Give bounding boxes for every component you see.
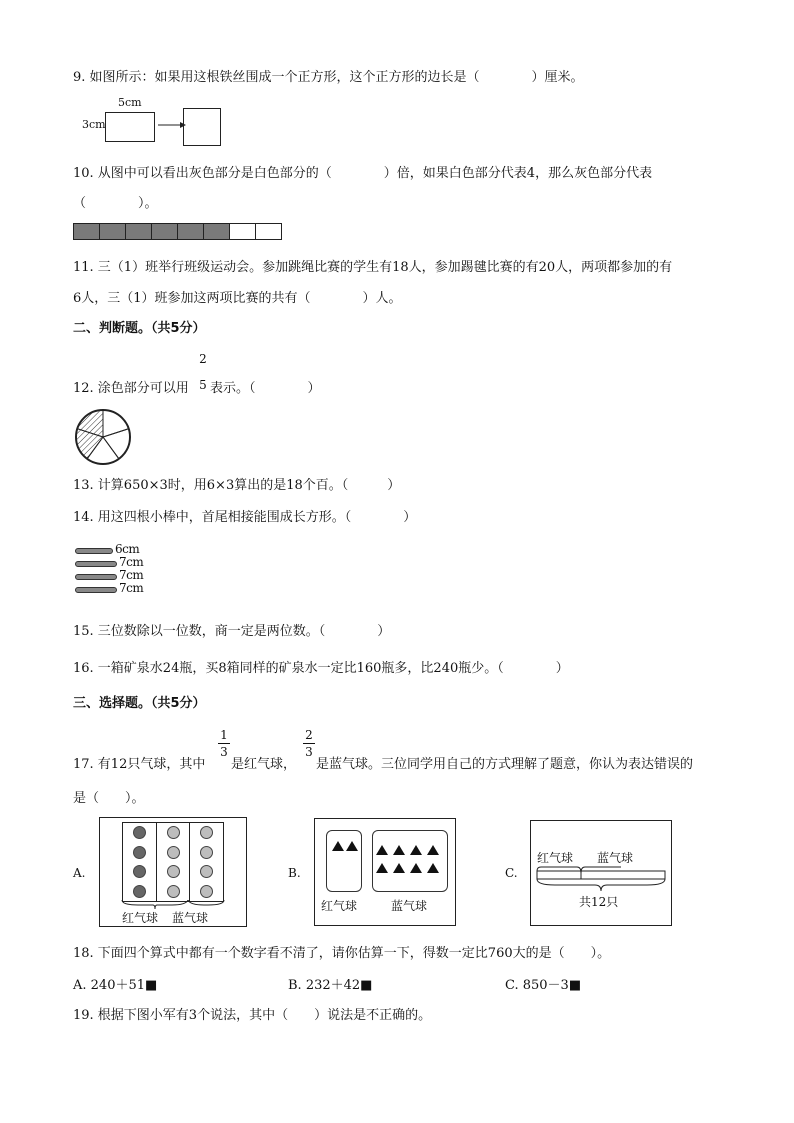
q14-text: 14. 用这四根小棒中，首尾相接能围成长方形。（ ） (73, 510, 417, 525)
q12-num: 2 (199, 352, 207, 366)
q10-strip (74, 223, 282, 239)
q15-text: 15. 三位数除以一位数，商一定是两位数。（ ） (73, 624, 391, 639)
stick-length-label: 7cm (119, 568, 144, 582)
red-balloon-label: 红气球 (321, 899, 358, 913)
q11-line1: 11. 三（1）班举行班级运动会。参加跳绳比赛的学生有18人，参加踢毽比赛的有20人，两项都参加的有 (73, 260, 673, 275)
gray-cell (177, 223, 204, 240)
section-choice-title: 三、选择题。（共5分） (73, 696, 206, 711)
q18-text: 18. 下面四个算式中都有一个数字看不清了，请你估算一下，得数一定比760大的是（ ）。 (73, 946, 611, 961)
q17-p1: 17. 有12只气球，其中 (73, 757, 206, 772)
q12-fraction (197, 352, 209, 392)
blue-group-box (372, 830, 448, 892)
balloon-dot (133, 826, 146, 839)
q18-option-a[interactable]: A. 240＋51■ (73, 978, 158, 993)
q10-line1: 10. 从图中可以看出灰色部分是白色部分的（ ）倍，如果白色部分代表4，那么灰色部分代表 (73, 166, 653, 181)
q16-text: 16. 一箱矿泉水24瓶，买8箱同样的矿泉水一定比160瓶多，比240瓶少。（ ） (73, 661, 569, 676)
q12-pie-figure (74, 408, 132, 466)
balloon-dot (200, 865, 213, 878)
q9-text: 9. 如图所示：如果用这根铁丝围成一个正方形，这个正方形的边长是（ ）厘米。 (73, 70, 584, 85)
triangle-icon (327, 831, 361, 861)
q9-height-label: 3cm (82, 118, 106, 131)
stick-length-label: 7cm (119, 555, 144, 569)
balloon-dot (167, 846, 180, 859)
q10-line2: （ ）。 (73, 196, 158, 211)
gray-cell (125, 223, 152, 240)
gray-cell (151, 223, 178, 240)
q13-text: 13. 计算650×3时，用6×3算出的是18个百。（ ） (73, 478, 401, 493)
blue-balloon-label: 蓝气球 (391, 899, 428, 913)
q12-den: 5 (199, 378, 207, 392)
q17-p3: 是蓝气球。三位同学用自己的方式理解了题意，你认为表达错误的 (316, 757, 694, 772)
white-cell (229, 223, 256, 240)
gray-cell (99, 223, 126, 240)
q17-f2-den: 3 (305, 745, 313, 759)
q17-fraction-2 (303, 728, 315, 759)
q12-post: 表示。（ ） (210, 381, 321, 396)
red-group-box (326, 830, 362, 892)
q17-f2-num: 2 (305, 728, 313, 742)
balloon-dot (200, 885, 213, 898)
red-balloon-label: 红气球 (122, 911, 159, 925)
ball-grid (122, 822, 224, 902)
total-label: 共12只 (579, 895, 619, 909)
q9-width-label: 5cm (118, 96, 142, 109)
balloon-dot (167, 885, 180, 898)
q17-option-b-figure (314, 818, 456, 926)
q17-option-c-label[interactable]: C. (505, 866, 518, 880)
q17-line2: 是（ ）。 (73, 791, 145, 806)
triangle-icon (373, 831, 447, 881)
balloon-dot (133, 885, 146, 898)
stick-length-label: 6cm (115, 542, 140, 556)
q9-rectangle (105, 112, 155, 142)
q17-option-a-figure (99, 817, 247, 927)
balloon-dot (167, 865, 180, 878)
q17-p2: 是红气球， (231, 757, 297, 772)
q9-figure (70, 96, 230, 151)
blue-balloon-label: 蓝气球 (597, 851, 634, 865)
section-judgment-title: 二、判断题。（共5分） (73, 321, 206, 336)
q11-line2: 6人，三（1）班参加这两项比赛的共有（ ）人。 (73, 291, 402, 306)
stick-length-label: 7cm (119, 581, 144, 595)
balloon-dot (167, 826, 180, 839)
balloon-dot (200, 846, 213, 859)
bar-diagram (535, 865, 667, 895)
q17-option-c-figure (530, 820, 672, 926)
q17-f1-den: 3 (220, 745, 228, 759)
blue-balloon-label: 蓝气球 (172, 911, 209, 925)
q17-option-b-label[interactable]: B. (288, 866, 301, 880)
q18-option-b[interactable]: B. 232＋42■ (288, 978, 373, 993)
balloon-dot (200, 826, 213, 839)
white-cell (255, 223, 282, 240)
q17-fraction-1 (218, 728, 230, 759)
q17-f1-num: 1 (220, 728, 228, 742)
q9-square (183, 108, 221, 146)
q12-pre: 12. 涂色部分可以用 (73, 381, 189, 396)
q17-option-a-label[interactable]: A. (73, 866, 86, 880)
balloon-dot (133, 846, 146, 859)
red-balloon-label: 红气球 (537, 851, 574, 865)
arrow-right-icon (158, 120, 186, 130)
q18-option-c[interactable]: C. 850－3■ (505, 978, 582, 993)
balloon-dot (133, 865, 146, 878)
gray-cell (203, 223, 230, 240)
q19-text: 19. 根据下图小军有3个说法，其中（ ）说法是不正确的。 (73, 1008, 432, 1023)
gray-cell (73, 223, 100, 240)
